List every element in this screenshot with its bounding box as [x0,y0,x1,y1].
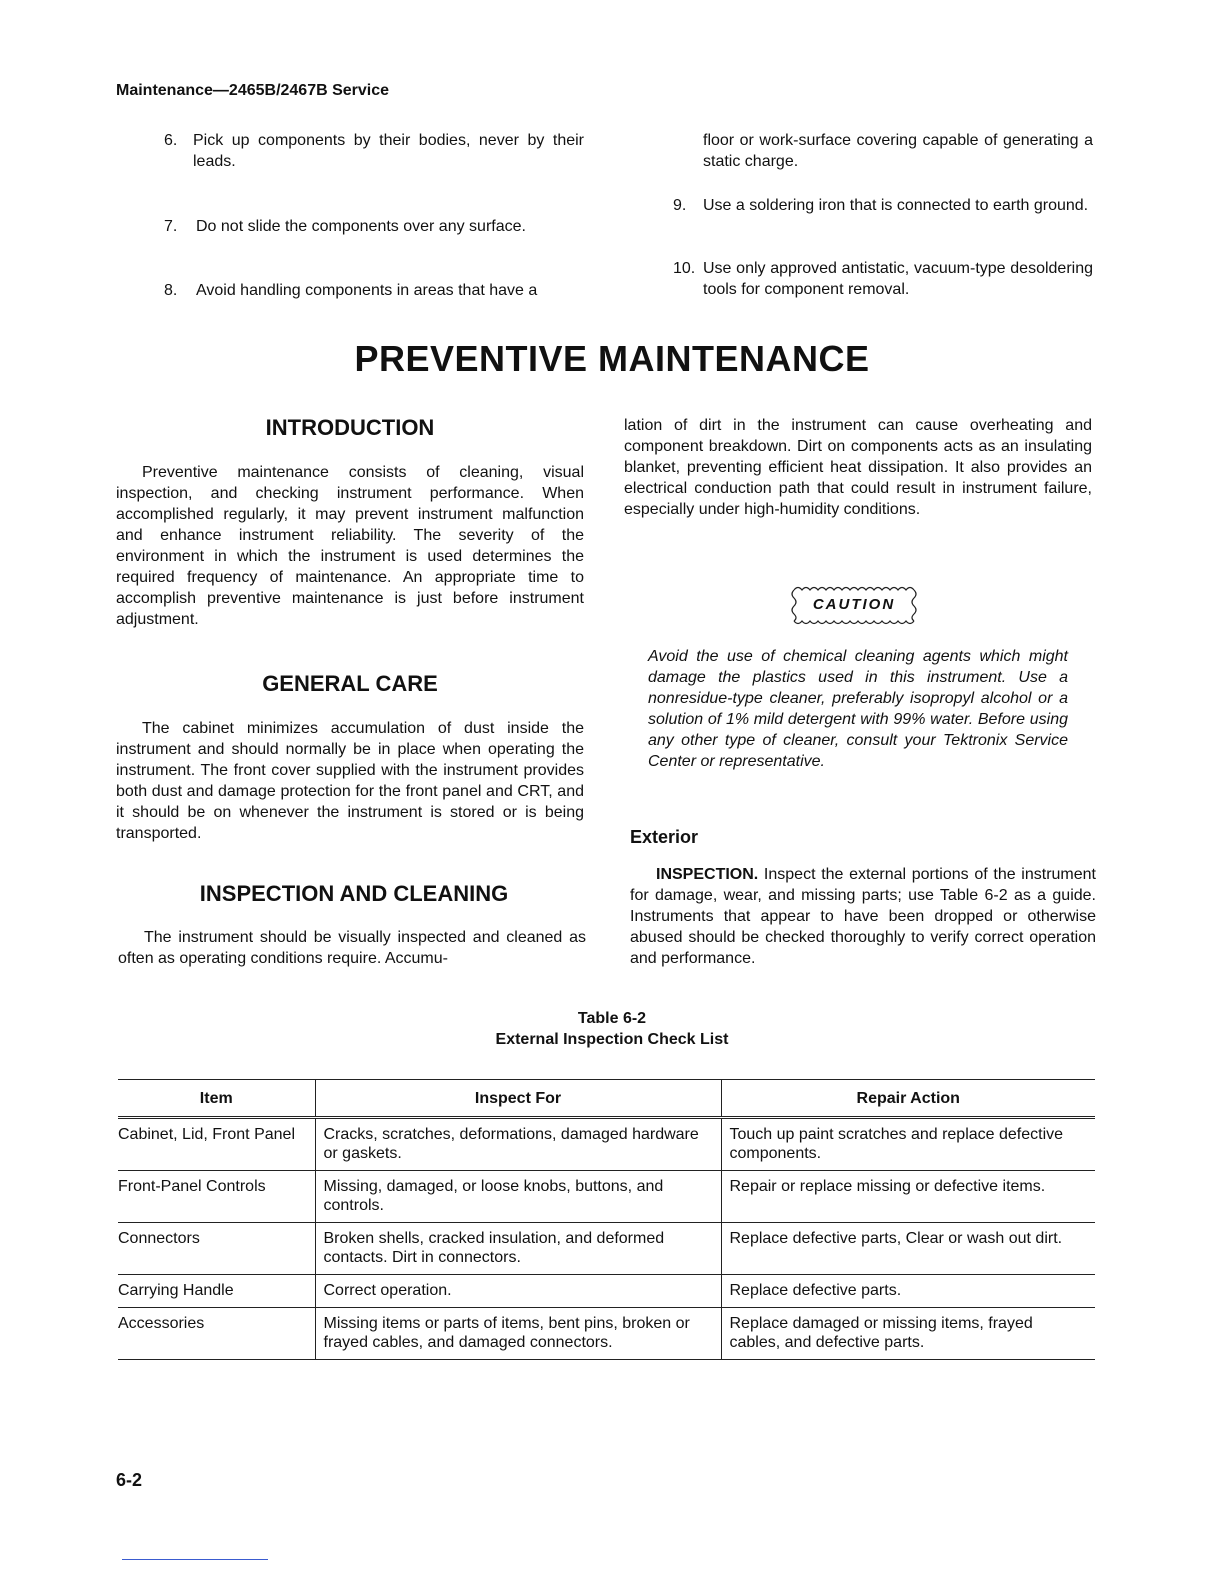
item-number: 10. [673,260,696,277]
list-item [673,195,1093,216]
section-heading-general-care: GENERAL CARE [262,671,438,696]
table-number: Table 6-2 [577,1010,647,1027]
item-text: Avoid handling components in areas that have a [196,282,538,299]
section-heading-introduction: INTRODUCTION [265,415,435,440]
table-row [118,1308,1095,1360]
page-title: PREVENTIVE MAINTENANCE [354,338,870,379]
exterior-lead: INSPECTION. [656,866,759,883]
section-heading-inspection-cleaning: INSPECTION AND CLEANING [199,881,509,906]
table-row [118,1118,1095,1171]
table-header-row [118,1080,1095,1118]
item-number: 8. [164,282,178,299]
table-cell-repair: Replace defective parts, Clear or wash out dirt. [721,1223,1095,1275]
item-text: Use only approved antistatic, vacuum-type desoldering tools for component removal. [703,260,1093,298]
caution-text: Avoid the use of chemical cleaning agents which might damage the plastics used in this instrument. Use a nonresidue-type cleaner, preferably isopropyl alcohol or a solution of 1% mild detergent with 99% water. Before using any other type of cleaner, consult your Tektronix Service Center or representative. [648,648,1068,770]
list-item [673,130,1093,172]
table-cell-repair: Touch up paint scratches and replace defective components. [721,1118,1095,1171]
running-head: Maintenance—2465B/2467B Service [116,82,390,99]
item-text: Pick up components by their bodies, never by their leads. [193,132,584,170]
inspection-cleaning-continued: lation of dirt in the instrument can cause overheating and component breakdown. Dirt on components acts as an insulating blanket, preventing efficient heat dissipation. It also provides an electrical conduction path that could result in instrument failure, especially under high-humidity conditions. [624,417,1092,518]
table-cell-repair: Repair or replace missing or defective items. [721,1171,1095,1223]
list-item [673,258,1093,300]
page-number: 6-2 [116,1470,143,1490]
list-item [164,280,584,301]
table-row [118,1275,1095,1308]
column-header: Repair Action [721,1080,1095,1118]
item-number: 9. [673,197,687,214]
column-header: Inspect For [315,1080,721,1118]
table-cell-inspect: Missing items or parts of items, bent pins, broken or frayed cables, and damaged connectors. [315,1308,721,1360]
exterior-heading: Exterior [630,827,699,847]
table-cell-inspect: Correct operation. [315,1275,721,1308]
table-row [118,1171,1095,1223]
table-cell-item: Connectors [118,1223,315,1275]
list-item [164,216,584,237]
table-title: External Inspection Check List [495,1031,729,1048]
exterior-text: Inspect the external portions of the instrument for damage, wear, and missing parts; use Table 6-2 as a guide. Instruments that appear to have been dropped or otherwise abused should be checked thoroughly to verify correct operation and performance. [630,866,1096,967]
item-text: Do not slide the components over any surface. [196,218,526,235]
inspection-cleaning-paragraph: The instrument should be visually inspected and cleaned as often as operating conditions require. Accumu- [118,929,586,967]
table-cell-inspect: Broken shells, cracked insulation, and deformed contacts. Dirt in connectors. [315,1223,721,1275]
table-cell-inspect: Cracks, scratches, deformations, damaged hardware or gaskets. [315,1118,721,1171]
table-cell-inspect: Missing, damaged, or loose knobs, buttons, and controls. [315,1171,721,1223]
general-care-paragraph: The cabinet minimizes accumulation of dust inside the instrument and should normally be in place when operating the instrument. The front cover supplied with the instrument provides both dust and damage protection for the front panel and CRT, and it should be on whenever the instrument is stored or is being transported. [116,720,584,842]
table-cell-item: Carrying Handle [118,1275,315,1308]
exterior-paragraph [630,864,1096,969]
item-text: Use a soldering iron that is connected to earth ground. [703,197,1089,214]
column-header: Item [118,1080,315,1118]
item-number: 7. [164,218,178,235]
table-cell-repair: Replace defective parts. [721,1275,1095,1308]
inspection-table [118,1079,1095,1360]
caution-box [790,584,918,626]
item-text: floor or work-surface covering capable of generating a static charge. [703,132,1093,170]
table-cell-repair: Replace damaged or missing items, frayed cables, and defective parts. [721,1308,1095,1360]
table-cell-item: Cabinet, Lid, Front Panel [118,1118,315,1171]
list-item [164,130,584,172]
introduction-paragraph: Preventive maintenance consists of cleaning, visual inspection, and checking instrument performance. When accomplished regularly, it may prevent instrument malfunction and enhance instrument reliability. The severity of the environment in which the instrument is used determines the required frequency of maintenance. An appropriate time to accomplish preventive maintenance is just before instrument adjustment. [116,464,584,628]
table-cell-item: Accessories [118,1308,315,1360]
table-cell-item: Front-Panel Controls [118,1171,315,1223]
item-number: 6. [164,132,178,149]
caution-label: CAUTION [812,596,896,613]
table-row [118,1223,1095,1275]
footer-rule [122,1559,268,1560]
